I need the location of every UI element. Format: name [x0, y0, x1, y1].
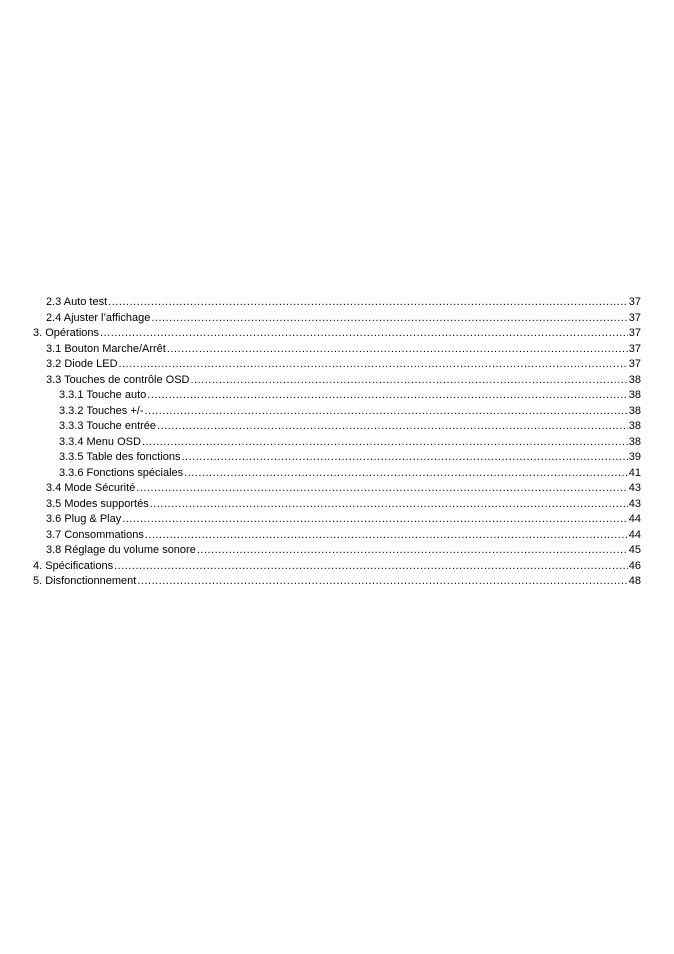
- toc-entry-page: 44: [628, 528, 641, 541]
- toc-entry[interactable]: [33, 404, 641, 420]
- toc-entry-title: 3.5 Modes supportés: [46, 497, 149, 510]
- toc-entry-page: 41: [628, 466, 641, 479]
- table-of-contents: [33, 295, 641, 590]
- toc-entry-page: 45: [628, 544, 641, 556]
- toc-dot-leader: [142, 435, 628, 451]
- toc-dot-leader: [151, 311, 627, 327]
- toc-entry-page: 38: [628, 435, 641, 448]
- toc-entry-page: 37: [628, 296, 641, 308]
- toc-entry[interactable]: [33, 559, 641, 575]
- toc-entry-page: 38: [628, 389, 641, 401]
- toc-entry-title: 3. Opérations: [33, 327, 100, 339]
- toc-entry[interactable]: [33, 481, 641, 497]
- toc-entry-page: 38: [628, 404, 641, 417]
- toc-entry-page: 38: [628, 420, 641, 432]
- toc-entry[interactable]: [33, 342, 641, 358]
- toc-dot-leader: [145, 528, 628, 544]
- toc-entry-page: 43: [628, 497, 641, 510]
- toc-entry[interactable]: [33, 357, 641, 373]
- toc-entry-title: 5. Disfonctionnement: [33, 575, 137, 587]
- toc-dot-leader: [167, 342, 628, 358]
- toc-entry-page: 37: [628, 342, 641, 355]
- toc-dot-leader: [157, 419, 628, 435]
- toc-entry[interactable]: [33, 543, 641, 559]
- toc-dot-leader: [137, 574, 627, 590]
- toc-entry-title: 3.8 Réglage du volume sonore: [46, 544, 196, 556]
- toc-entry-title: 3.7 Consommations: [46, 528, 144, 541]
- toc-entry[interactable]: [33, 435, 641, 451]
- toc-entry[interactable]: [33, 466, 641, 482]
- toc-dot-leader: [119, 357, 628, 373]
- toc-dot-leader: [184, 466, 628, 482]
- toc-entry[interactable]: [33, 497, 641, 513]
- toc-entry[interactable]: [33, 528, 641, 544]
- toc-entry[interactable]: [33, 326, 641, 342]
- toc-entry-title: 3.6 Plug & Play: [46, 513, 122, 525]
- toc-dot-leader: [182, 450, 628, 466]
- toc-dot-leader: [108, 295, 628, 311]
- toc-dot-leader: [147, 388, 627, 404]
- toc-entry-page: 48: [628, 575, 641, 587]
- toc-entry-page: 38: [628, 373, 641, 386]
- toc-dot-leader: [114, 559, 628, 575]
- toc-entry-title: 3.3.5 Table des fonctions: [59, 451, 181, 463]
- toc-entry-title: 3.3 Touches de contrôle OSD: [46, 373, 190, 386]
- toc-entry-page: 44: [628, 513, 641, 525]
- toc-dot-leader: [197, 543, 628, 559]
- toc-entry-page: 46: [628, 559, 641, 572]
- toc-entry[interactable]: [33, 574, 641, 590]
- toc-dot-leader: [136, 481, 627, 497]
- toc-entry-page: 43: [628, 482, 641, 494]
- toc-entry[interactable]: [33, 373, 641, 389]
- toc-entry[interactable]: [33, 419, 641, 435]
- toc-entry[interactable]: [33, 450, 641, 466]
- toc-entry-title: 2.4 Ajuster l’affichage: [46, 311, 151, 324]
- toc-entry-page: 37: [628, 358, 641, 370]
- toc-entry-page: 37: [628, 327, 641, 339]
- toc-entry-page: 39: [628, 451, 641, 463]
- toc-entry[interactable]: [33, 512, 641, 528]
- toc-entry[interactable]: [33, 295, 641, 311]
- toc-entry-title: 3.2 Diode LED: [46, 358, 118, 370]
- toc-entry-page: 37: [628, 311, 641, 324]
- toc-dot-leader: [100, 326, 628, 342]
- toc-entry-title: 2.3 Auto test: [46, 296, 108, 308]
- toc-entry-title: 3.3.3 Touche entrée: [59, 420, 157, 432]
- toc-dot-leader: [145, 404, 628, 420]
- toc-entry-title: 3.4 Mode Sécurité: [46, 482, 136, 494]
- toc-dot-leader: [122, 512, 628, 528]
- toc-dot-leader: [191, 373, 628, 389]
- toc-entry-title: 3.3.2 Touches +/-: [59, 404, 144, 417]
- toc-entry-title: 3.1 Bouton Marche/Arrêt: [46, 342, 166, 355]
- toc-entry-title: 4. Spécifications: [33, 559, 114, 572]
- toc-entry[interactable]: [33, 388, 641, 404]
- toc-entry[interactable]: [33, 311, 641, 327]
- toc-entry-title: 3.3.1 Touche auto: [59, 389, 147, 401]
- toc-dot-leader: [150, 497, 628, 513]
- toc-entry-title: 3.3.4 Menu OSD: [59, 435, 141, 448]
- toc-entry-title: 3.3.6 Fonctions spéciales: [59, 466, 184, 479]
